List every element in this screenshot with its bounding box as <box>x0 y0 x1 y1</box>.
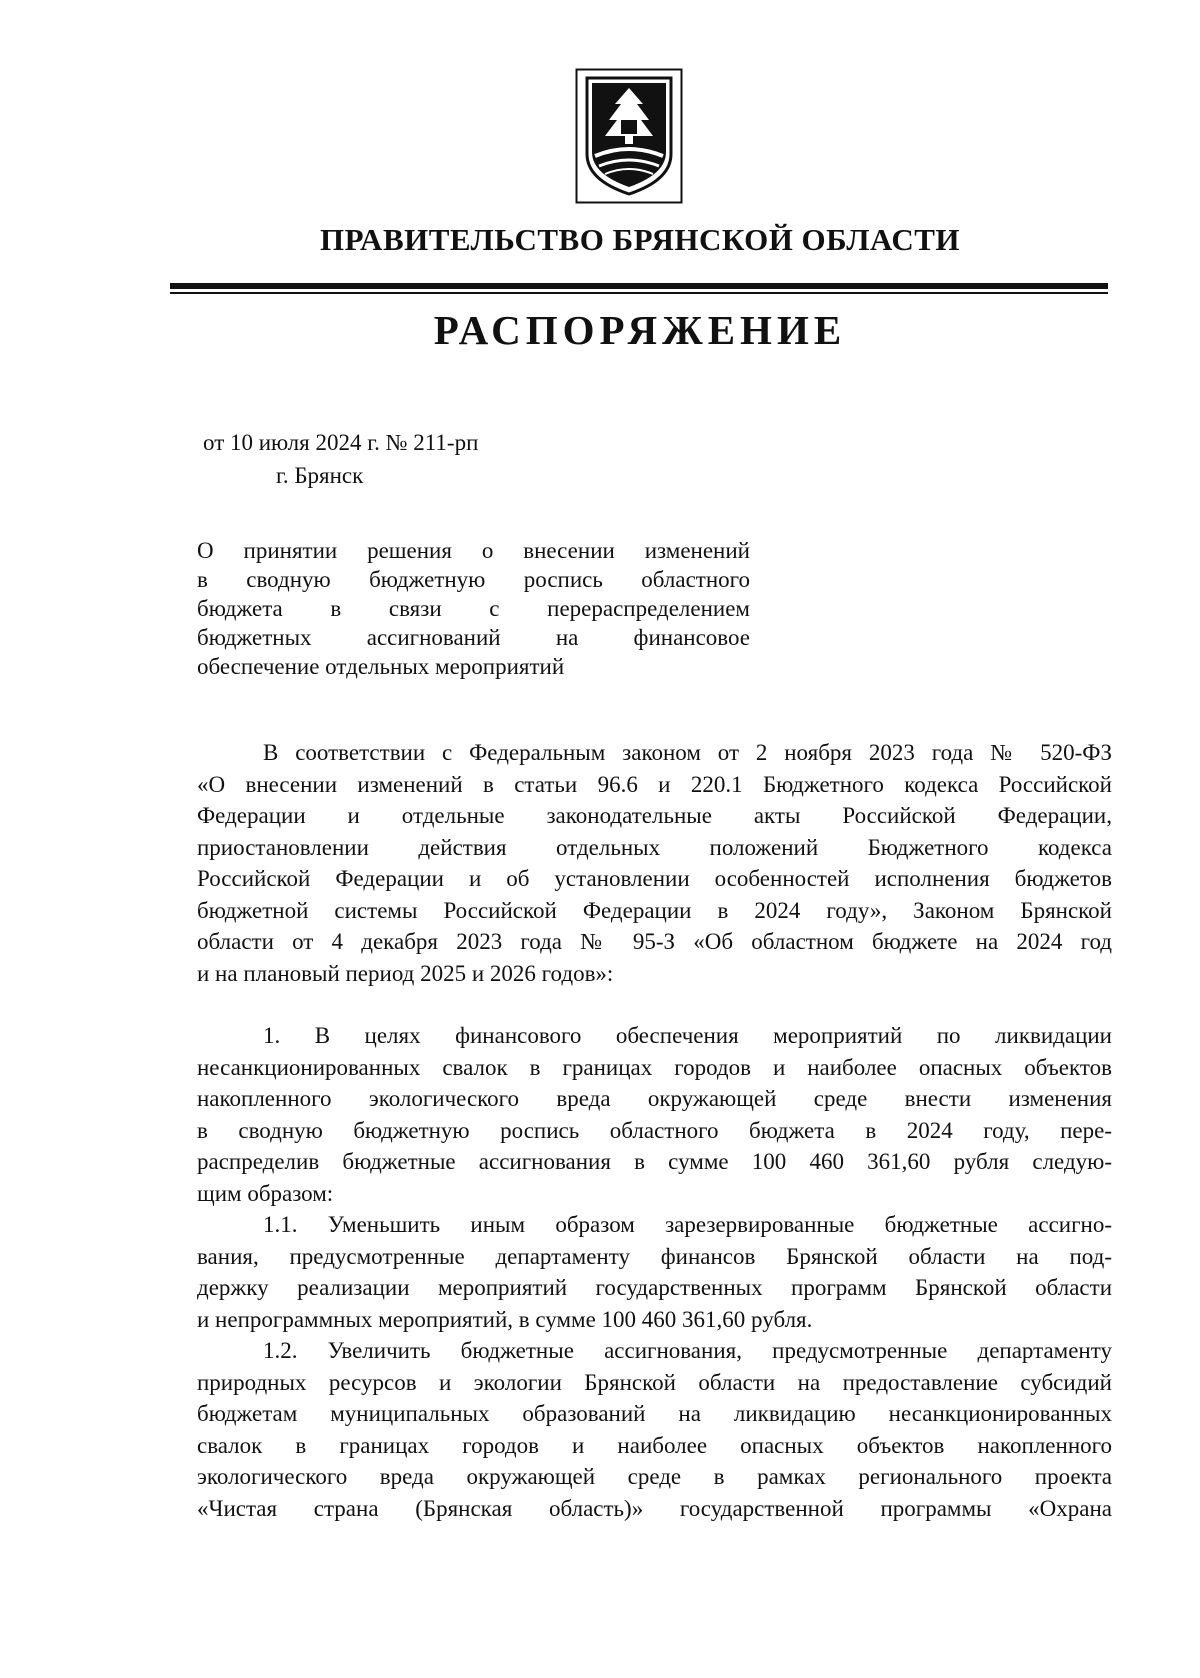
subject-line: О принятии решения о внесении изменений <box>197 538 750 563</box>
item-1-1-line: и непрограммных мероприятий, в сумме 100 460 361,60 рубля. <box>197 1306 813 1332</box>
body-line: Федерации и отдельные законодательные акты Российской Федерации, <box>197 803 1112 828</box>
item-1-1-line: вания, предусмотренные департаменту финансов Брянской области на под- <box>197 1243 1112 1269</box>
coat-of-arms-icon <box>575 68 683 204</box>
body-line: и на плановый период 2025 и 2026 годов»: <box>197 960 614 986</box>
subject-line: бюджета в связи с перераспределением <box>197 596 750 621</box>
subject-line: в сводную бюджетную роспись областного <box>197 567 750 592</box>
header-divider-thin <box>170 292 1108 294</box>
document-city: г. Брянск <box>276 463 364 488</box>
preamble-paragraph <box>197 737 1112 989</box>
item-1-line: в сводную бюджетную роспись областного бюджета в 2024 году, пере- <box>197 1117 1112 1143</box>
item-1-2-line: экологического вреда окружающей среде в рамках регионального проекта <box>197 1464 1112 1489</box>
item-1-1-line: держку реализации мероприятий государственных программ Брянской области <box>197 1275 1112 1300</box>
item-1-line: накопленного экологического вреда окружающей среде внести изменения <box>197 1086 1112 1111</box>
organization-title: ПРАВИТЕЛЬСТВО БРЯНСКОЙ ОБЛАСТИ <box>319 222 961 257</box>
item-1-line: распределив бюджетные ассигнования в сумме 100 460 361,60 рубля следую- <box>197 1149 1112 1174</box>
items-section <box>197 1020 1112 1524</box>
item-1-2-line: свалок в границах городов и наиболее опасных объектов накопленного <box>197 1432 1112 1458</box>
item-1-2-line: 1.2. Увеличить бюджетные ассигнования, предусмотренные департаменту <box>263 1338 1112 1363</box>
item-1-line: несанкционированных свалок в границах городов и наиболее опасных объектов <box>197 1054 1112 1080</box>
item-1-line: щим образом: <box>197 1180 334 1206</box>
body-line: В соответствии с Федеральным законом от 2 ноября 2023 года № 520-ФЗ <box>263 740 1112 765</box>
body-line: приостановлении действия отдельных положений Бюджетного кодекса <box>197 834 1112 860</box>
item-1-2-line: «Чистая страна (Брянская область)» государственной программы «Охрана <box>197 1495 1112 1521</box>
body-line: «О внесении изменений в статьи 96.6 и 220.1 Бюджетного кодекса Российской <box>197 771 1112 797</box>
document-subject <box>197 536 750 681</box>
item-1-1-line: 1.1. Уменьшить иным образом зарезервированные бюджетные ассигно- <box>263 1212 1112 1237</box>
item-1-2-line: природных ресурсов и экологии Брянской области на предоставление субсидий <box>197 1369 1112 1395</box>
body-line: области от 4 декабря 2023 года № 95-З «Об областном бюджете на 2024 год <box>197 929 1112 954</box>
subject-line: бюджетных ассигнований на финансовое <box>197 625 750 650</box>
item-1-2-line: бюджетам муниципальных образований на ликвидацию несанкционированных <box>197 1401 1112 1426</box>
document-date-number: от 10 июля 2024 г. № 211-рп <box>203 430 479 455</box>
document-type-title: РАСПОРЯЖЕНИЕ <box>433 307 847 353</box>
header-divider-thick <box>170 283 1108 289</box>
body-line: Российской Федерации и об установлении особенностей исполнения бюджетов <box>197 866 1112 891</box>
subject-line: обеспечение отдельных мероприятий <box>197 654 565 679</box>
body-line: бюджетной системы Российской Федерации в 2024 году», Законом Брянской <box>197 897 1112 923</box>
item-1-line: 1. В целях финансового обеспечения мероприятий по ликвидации <box>263 1023 1112 1048</box>
